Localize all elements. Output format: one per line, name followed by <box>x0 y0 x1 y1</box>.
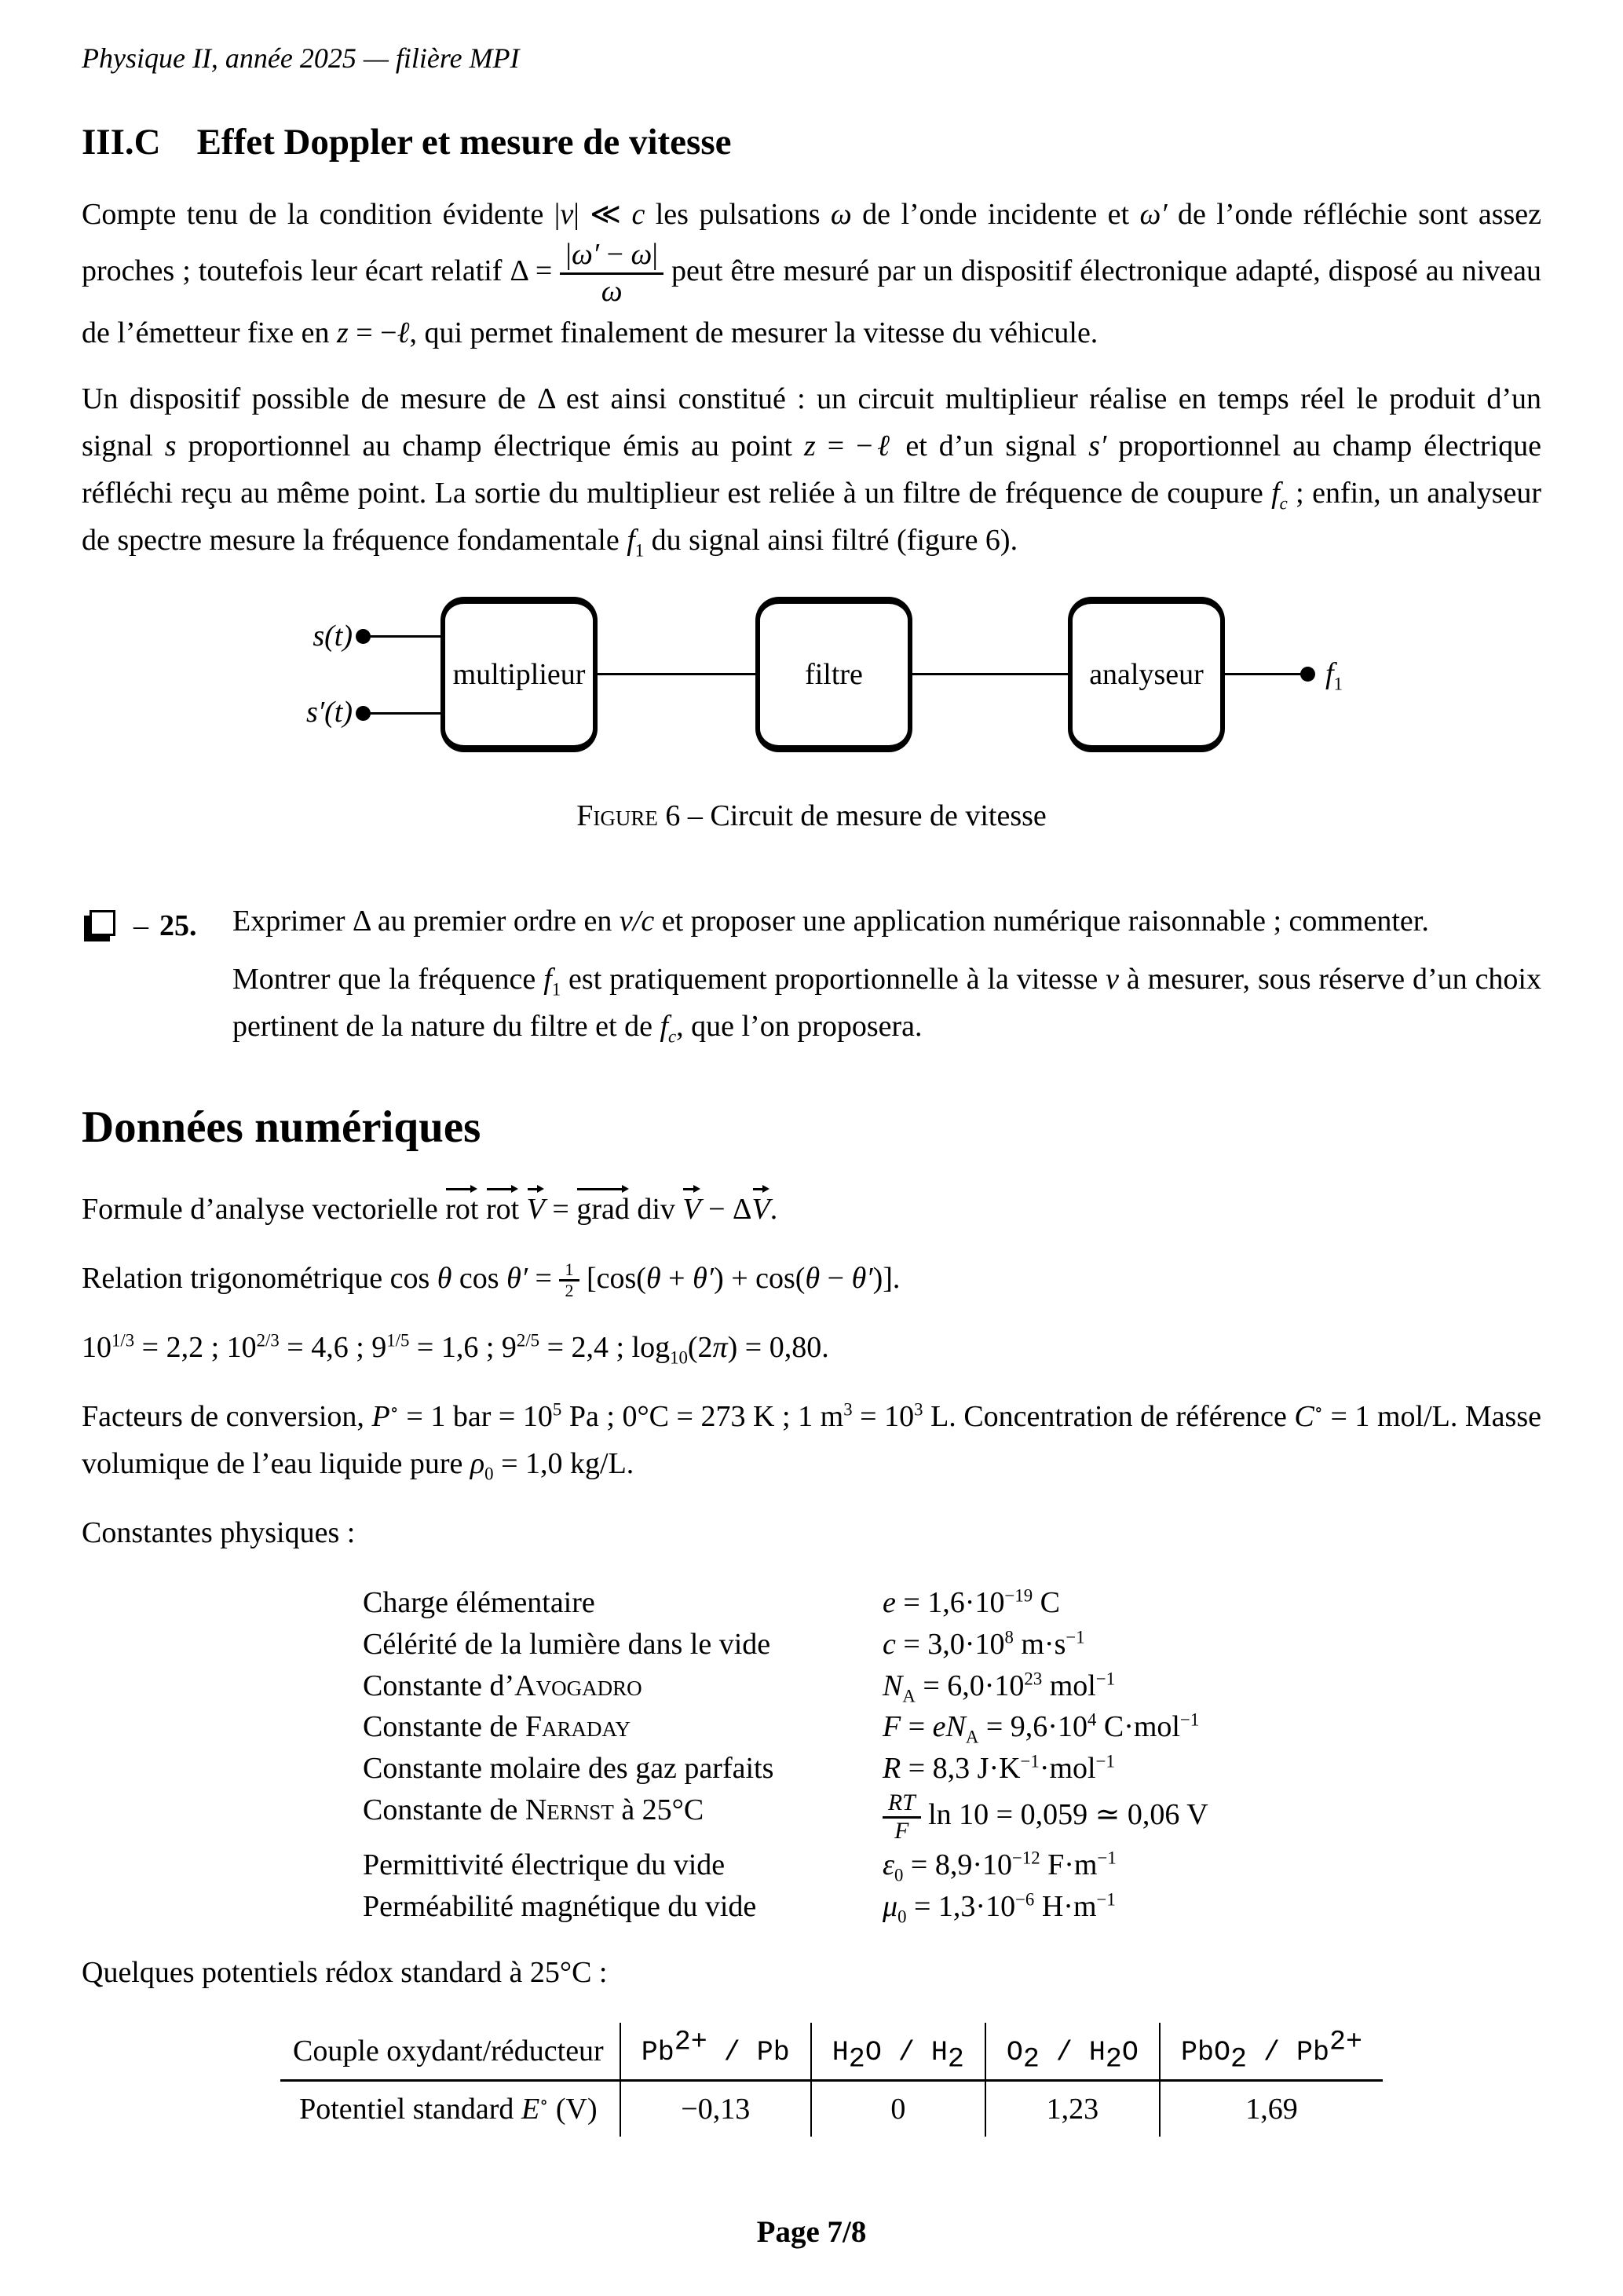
physical-constants-table <box>363 1583 1541 1928</box>
output-dot <box>1300 667 1315 682</box>
question-25-part2: Montrer que la fréquence $f_1$ est pratiquement proportionnelle à la vitesse v à mesurer, sous réserve d’un choix pertinent de la nature du filtre et de $f_c$, que l’on proposera. <box>232 962 1541 1047</box>
conversion-factors-line: Facteurs de conversion, P∘ = 1 bar = $10^5$ Pa ; 0°C = 273 K ; 1 $m^3 = 10^3$ L. Concentration de référence C∘ = 1 mol/L. Masse volumique de l’eau liquide pure $\rho_0 = 1,0$ kg/L. <box>82 1398 1541 1484</box>
redox-header-pb2-pb: Pb2+ / Pb <box>620 2023 811 2080</box>
redox-value: 0 <box>811 2080 985 2137</box>
constant-label: Charge élémentaire <box>363 1585 595 1619</box>
section-number: III.C <box>82 121 161 163</box>
question-dash: – <box>133 909 148 942</box>
block-multiplier <box>440 597 598 752</box>
wire-filter-to-analyzer <box>911 673 1069 675</box>
question-25-part1: Exprimer Δ au premier ordre en v/c et proposer une application numérique raisonnable ; commenter. <box>232 904 1429 938</box>
section-title-text: Effet Doppler et mesure de vitesse <box>196 121 732 163</box>
constant-label: Perméabilité magnétique du vide <box>363 1890 757 1924</box>
constant-label: Constante de Nernst à 25°C <box>363 1793 704 1827</box>
vector-arrow <box>683 1185 700 1194</box>
figure-input-label-s: s(t) <box>313 619 353 653</box>
constant-value: $F = eN_A = 9,6\cdot 10^4$ C·mol$^{-1}$ <box>883 1709 1200 1747</box>
constant-value: $\frac{RT}{F}$ ln 10 = 0,059 ≃ 0,06 V <box>883 1790 1541 1844</box>
redox-row-label: Potentiel standard E∘ (V) <box>299 2091 598 2126</box>
constant-label: Permittivité électrique du vide <box>363 1848 726 1882</box>
trig-relation-line: Relation trigonométrique cos θ cos θ′ = $\frac{1}{2}$ [cos(θ + θ′) + cos(θ − θ′)]. <box>82 1260 901 1301</box>
redox-value: −0,13 <box>620 2080 811 2137</box>
block-filter <box>755 597 912 752</box>
redox-header-row <box>280 2023 1383 2080</box>
redox-potentials-table <box>280 2023 1383 2136</box>
paragraph-doppler-intro: Compte tenu de la condition évidente |v| ≪ c les pulsations ω de l’onde incidente et ω′ de l’onde réfléchie sont assez proches ; toutefois leur écart relatif Δ = $\frac{|\omega' - \omega|}{\omega}$ peut être mesuré par un dispositif électronique adapté, disposé au niveau de l’émetteur fixe en z = −ℓ, qui permet finalement de mesurer la vitesse du véhicule. <box>82 198 1542 349</box>
page-number: Page 7/8 <box>756 2215 867 2250</box>
powers-line: $10^{1/3} = 2,2$ ; $10^{2/3} = 4,6$ ; $9^{1/5} = 1,6$ ; $9^{2/5} = 2,4$ ; $\log_{10}(2\pi) = 0,80$. <box>82 1329 829 1368</box>
data-section-heading: Données numériques <box>82 1102 481 1152</box>
section-heading <box>82 120 1541 164</box>
redox-header-couple: Couple oxydant/réducteur <box>280 2023 620 2080</box>
constant-value: $c = 3,0\cdot 10^8$ $m\cdot s^{-1}$ <box>883 1626 1085 1661</box>
page-header: Physique II, année 2025 — filière MPI <box>82 42 520 74</box>
paragraph-dispositif: Un dispositif possible de mesure de Δ est ainsi constitué : un circuit multiplieur réalise en temps réel le produit d’un signal s proportionnel au champ électrique émis au point z = −ℓ et d’un signal s′ proportionnel au champ électrique réfléchi reçu au même point. La sortie du multiplieur est reliée à un filtre de fréquence de coupure $f_c$ ; enfin, un analyseur de spectre mesure la fréquence fondamentale $f_1$ du signal ainsi filtré (figure 6). <box>82 382 1542 561</box>
figure-output-label-f1: $f_1$ <box>1325 656 1343 694</box>
vector-arrow <box>528 1185 544 1194</box>
wire-multiplier-to-filter <box>596 673 757 675</box>
redox-value: 1,69 <box>1160 2080 1383 2137</box>
constant-value: $e = 1,6\cdot 10^{-19}$ C <box>883 1585 1060 1619</box>
question-25-marker <box>90 902 197 949</box>
redox-header-o2-h2o: O2 / H2O <box>985 2023 1160 2080</box>
block-analyzer-label: analyseur <box>1089 657 1204 691</box>
figure-input-label-s-prime: s′(t) <box>306 695 353 729</box>
figure-6-diagram <box>82 597 1541 758</box>
vector-arrow <box>577 1185 629 1194</box>
vector-formula-line: Formule d’analyse vectorielle rot rot V = grad div V − Δ V . <box>82 1185 1541 1233</box>
block-multiplier-label: multiplieur <box>452 657 586 691</box>
redox-intro: Quelques potentiels rédox standard à 25°C : <box>82 1956 608 1990</box>
question-25 <box>82 898 1541 1050</box>
constants-intro: Constantes physiques : <box>82 1515 356 1549</box>
vector-arrow <box>487 1185 518 1194</box>
constant-value: $\varepsilon_0 = 8,9\cdot 10^{-12}$ $F\cdot m^{-1}$ <box>883 1848 1117 1885</box>
redox-values-row <box>280 2080 1383 2137</box>
redox-header-h2o-h2: H2O / H2 <box>811 2023 985 2080</box>
question-number: 25. <box>159 909 197 942</box>
redox-value: 1,23 <box>985 2080 1160 2137</box>
constant-value: $\mu_0 = 1,3\cdot 10^{-6}$ $H\cdot m^{-1}$ <box>883 1889 1116 1927</box>
constant-label: Constante de Faraday <box>363 1710 631 1744</box>
wire-s-prime-to-multiplier <box>369 712 442 715</box>
constant-value: $N_A = 6,0\cdot 10^{23}$ mol$^{-1}$ <box>883 1668 1116 1706</box>
constant-label: Constante molaire des gaz parfaits <box>363 1752 774 1786</box>
figure-6-caption: Figure 6 – Circuit de mesure de vitesse <box>576 799 1047 832</box>
constant-label: Constante d’Avogadro <box>363 1669 642 1702</box>
vector-arrow <box>446 1185 477 1194</box>
redox-header-pbo2-pb2: PbO2 / Pb2+ <box>1160 2023 1383 2080</box>
wire-s-to-multiplier <box>369 635 442 638</box>
block-filter-label: filtre <box>805 657 863 691</box>
wire-analyzer-to-output <box>1223 673 1303 675</box>
block-analyzer <box>1068 597 1225 752</box>
checkbox-icon <box>90 910 115 936</box>
vector-arrow <box>753 1185 769 1194</box>
constant-label: Célérité de la lumière dans le vide <box>363 1627 771 1661</box>
constant-value: R = 8,3 $J\cdot K^{-1}\cdot mol^{-1}$ <box>883 1751 1115 1786</box>
